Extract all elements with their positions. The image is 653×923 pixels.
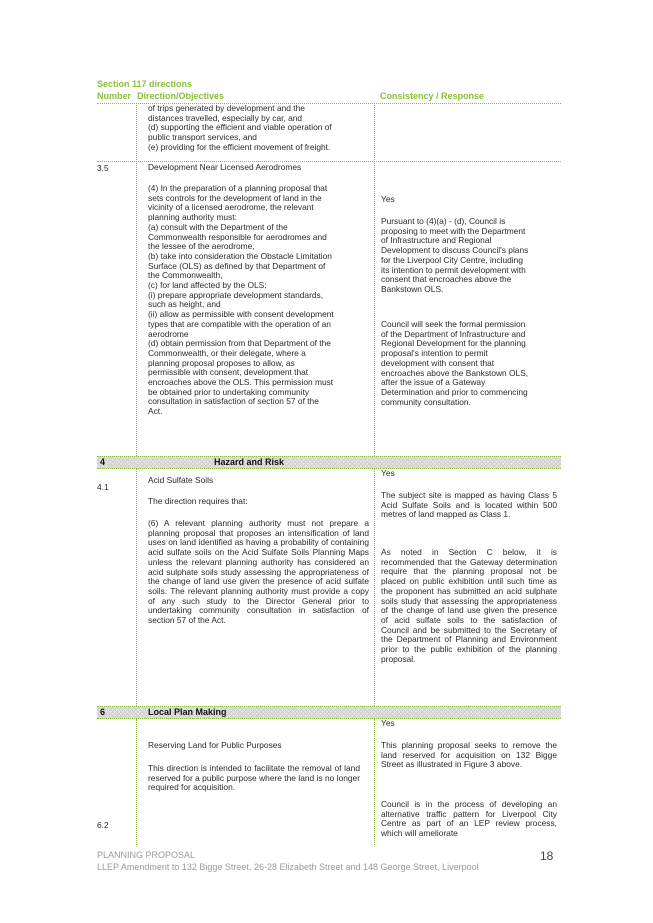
header-consistency: Consistency / Response: [380, 91, 485, 101]
row-number-3-5: 3.5: [97, 163, 109, 173]
continuation-text: of trips generated by development and the distances travelled, especially by car, and (d) supporting the efficient and viable operation of public transport services, and (e) providing for the efficient movement of freight.: [148, 103, 332, 152]
response-4-1-yes: Yes: [381, 468, 395, 478]
band-number: 4: [100, 457, 106, 467]
direction-6-2-title: Reserving Land for Public Purposes: [148, 740, 282, 750]
footer-title: PLANNING PROPOSAL: [97, 850, 196, 860]
column-divider: [136, 468, 137, 706]
row-number-4-1: 4.1: [97, 482, 109, 492]
column-divider: [374, 468, 375, 706]
section-band-local-plan-making: [97, 706, 561, 719]
response-4-1-text-1: The subject site is mapped as having Class 5 Acid Sulfate Soils and is located within 500 metres of land mapped as Class 1.: [381, 490, 557, 520]
direction-4-1-intro: The direction requires that:: [148, 496, 248, 506]
direction-4-1-text: (6) A relevant planning authority must not prepare a planning proposal that proposes an intensification of land uses on land identified as having a probability of containing acid sulfate soils on the Acid Sulfate Soils Planning Maps unless the relevant planning authority has considered an acid sulphate soils study assessing the appropriateness of the change of land use given the presence of acid sulfate soils. The relevant planning authority must provide a copy of any such study to the Director General prior to undertaking community consultation in satisfaction of section 57 of the Act.: [148, 518, 369, 626]
band-number: 6: [100, 707, 106, 717]
response-6-2-text-1: This planning proposal seeks to remove the land reserved for acquisition on 132 Bigge Street as illustrated in Figure 3 above.: [381, 740, 557, 770]
column-divider: [374, 103, 375, 456]
response-3-5-text-1: Pursuant to (4)(a) - (d), Council is proposing to meet with the Department of Infrastructure and Regional Development to discuss Council's plans for the Liverpool City Centre, including its intention to permit development with consent that encroaches above the Bankstown OLS.: [381, 216, 529, 294]
response-3-5-yes: Yes: [381, 194, 395, 204]
response-4-1-text-2: As noted in Section C below, it is recommended that the Gateway determination require that the planning proposal not be placed on public exhibition until such time as the proponent has submitted an acid sulphate soils study that assessing the appropriateness of the change of land use given the presence of acid sulfate soils to the satisfaction of Council and be submitted to the Secretary of the Department of Planning and Environment prior to the public exhibition of the planning proposal.: [381, 547, 557, 664]
direction-4-1-title: Acid Sulfate Soils: [148, 475, 214, 485]
column-divider: [136, 103, 137, 456]
section-title: Section 117 directions: [97, 79, 193, 89]
section-band-hazard-and-risk: [97, 456, 561, 469]
footer-subtitle: LLEP Amendment to 132 Bigge Street, 26-28 Elizabeth Street and 148 George Street, Liverpool: [97, 862, 479, 872]
page-number: 18: [540, 849, 554, 863]
response-3-5-text-2: Council will seek the formal permission of the Department of Infrastructure and Regional Development for the planning proposal's intention to permit development with consent that encroaches above the Bankstown OLS, after the issue of a Gateway Determination and prior to commencing community consultation.: [381, 319, 529, 407]
direction-3-5-text: (4) In the preparation of a planning proposal that sets controls for the development of land in the vicinity of a licensed aerodrome, the relevant planning authority must: (a) consult with the Department of the Commonwealth responsible for aerodromes and the lessee of the aerodrome, (b) take into consideration the Obstacle Limitation Surface (OLS) as defined by that Department of the Commonwealth, (c) for land affected by the OLS: (i) prepare appropriate development standards, such as height, and (ii) allow as permissible with consent development types that are compatible with the operation of an aerodrome (d) obtain permission from that Department of the Commonwealth, or their delegate, where a planning proposal proposes to allow, as permissible with consent, development that encroaches above the OLS. This permission must be obtained prior to undertaking community consultation in satisfaction of section 57 of the Act.: [148, 183, 334, 417]
column-divider: [136, 719, 137, 845]
response-6-2-yes: Yes: [381, 718, 395, 728]
direction-3-5-title: Development Near Licensed Aerodromes: [148, 162, 302, 172]
header-direction: Direction/Objectives: [137, 91, 225, 101]
table-header: [97, 90, 561, 104]
row-number-6-2: 6.2: [97, 820, 109, 830]
column-divider: [374, 719, 375, 845]
band-title: Local Plan Making: [148, 707, 227, 717]
band-title: Hazard and Risk: [214, 457, 285, 467]
header-number: Number: [97, 91, 132, 101]
direction-6-2-text: This direction is intended to facilitate the removal of land reserved for a public purpose where the land is no longer required for acquisition.: [148, 763, 360, 793]
page-footer: [97, 849, 479, 873]
response-6-2-text-2: Council is in the process of developing an alternative traffic pattern for Liverpool City Centre as part of an LEP review process, which will ameliorate: [381, 799, 557, 839]
